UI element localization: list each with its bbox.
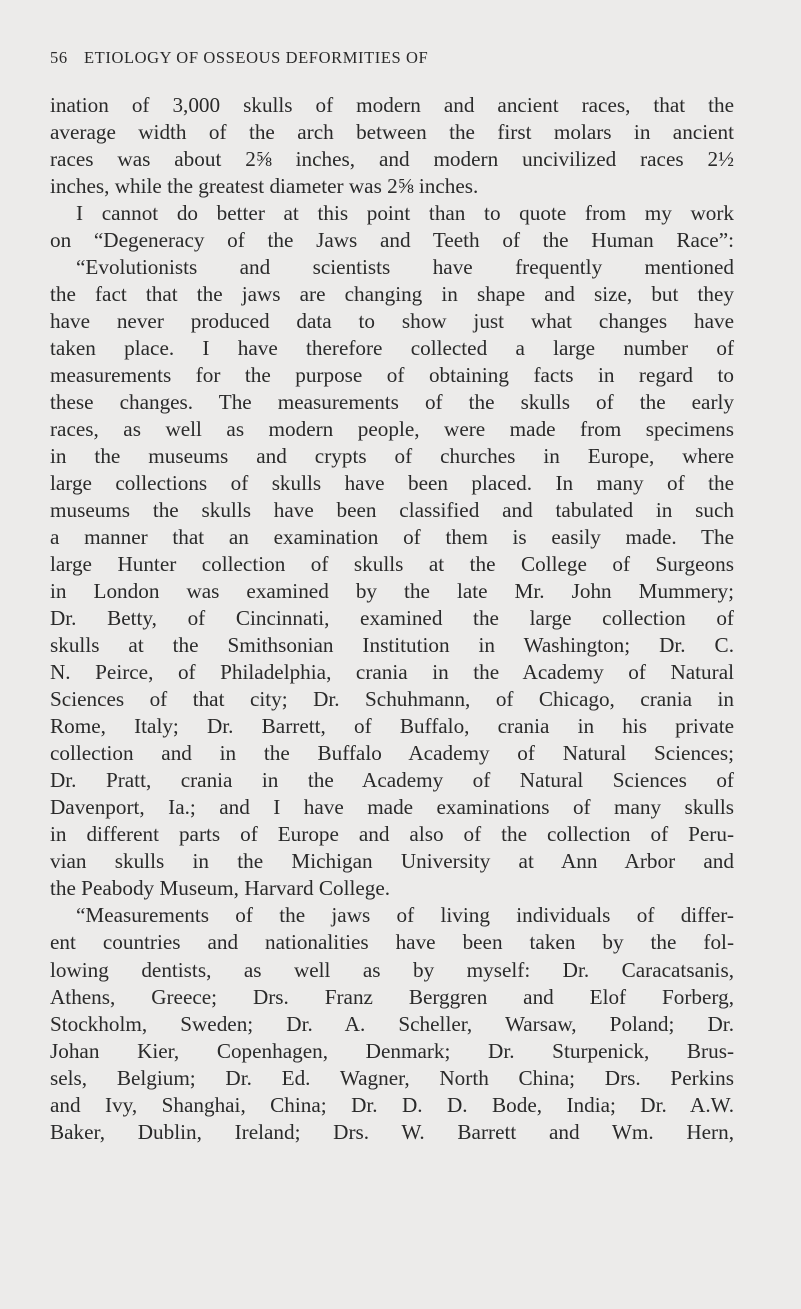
- text-line: vian skulls in the Michigan University at Ann Arbor and: [50, 849, 734, 874]
- text-line: these changes. The measurements of the skulls of the early: [50, 390, 734, 415]
- text-line: Davenport, Ia.; and I have made examinations of many skulls: [50, 795, 734, 820]
- text-line: ination of 3,000 skulls of modern and ancient races, that the: [50, 93, 734, 117]
- body-text: [50, 92, 734, 1146]
- text-line: average width of the arch between the first molars in ancient: [50, 120, 734, 145]
- text-line: races, as well as modern people, were made from specimens: [50, 417, 734, 442]
- text-line: large collections of skulls have been placed. In many of the: [50, 471, 734, 496]
- text-line: N. Peirce, of Philadelphia, crania in the Academy of Natural: [50, 660, 734, 685]
- text-line: Dr. Betty, of Cincinnati, examined the large collection of: [50, 606, 734, 631]
- text-line: Baker, Dublin, Ireland; Drs. W. Barrett and Wm. Hern,: [50, 1119, 734, 1144]
- text-line: measurements for the purpose of obtaining facts in regard to: [50, 363, 734, 388]
- text-line: sels, Belgium; Dr. Ed. Wagner, North China; Drs. Perkins: [50, 1065, 734, 1090]
- text-line: on “Degeneracy of the Jaws and Teeth of the Human Race”:: [50, 228, 734, 253]
- text-line: in the museums and crypts of churches in Europe, where: [50, 444, 734, 469]
- text-line: museums the skulls have been classified and tabulated in such: [50, 498, 734, 523]
- text-line: Sciences of that city; Dr. Schuhmann, of Chicago, crania in: [50, 687, 734, 712]
- text-line: skulls at the Smithsonian Institution in Washington; Dr. C.: [50, 633, 734, 658]
- text-line: “Evolutionists and scientists have frequently mentioned: [76, 255, 734, 280]
- text-line: Rome, Italy; Dr. Barrett, of Buffalo, crania in his private: [50, 714, 734, 739]
- text-line: ent countries and nationalities have been taken by the fol-: [50, 930, 734, 955]
- text-line: Stockholm, Sweden; Dr. A. Scheller, Warsaw, Poland; Dr.: [50, 1011, 734, 1036]
- text-line: in London was examined by the late Mr. John Mummery;: [50, 579, 734, 604]
- running-head: ETIOLOGY OF OSSEOUS DEFORMITIES OF: [84, 48, 429, 67]
- page-number: 56: [50, 48, 68, 67]
- text-line: Johan Kier, Copenhagen, Denmark; Dr. Sturpenick, Brus-: [50, 1038, 734, 1063]
- text-line: a manner that an examination of them is easily made. The: [50, 525, 734, 550]
- text-line: taken place. I have therefore collected a large number of: [50, 336, 734, 361]
- text-line: inches, while the greatest diameter was 2⅝ inches.: [50, 174, 479, 199]
- page-header: [50, 48, 690, 78]
- text-line: and Ivy, Shanghai, China; Dr. D. D. Bode, India; Dr. A.W.: [50, 1092, 734, 1117]
- text-line: lowing dentists, as well as by myself: Dr. Caracatsanis,: [50, 957, 734, 982]
- text-line: have never produced data to show just what changes have: [50, 309, 734, 334]
- text-line: the Peabody Museum, Harvard College.: [50, 876, 391, 901]
- text-line: Athens, Greece; Drs. Franz Berggren and Elof Forberg,: [50, 984, 734, 1009]
- text-line: the fact that the jaws are changing in shape and size, but they: [50, 282, 734, 307]
- text-line: large Hunter collection of skulls at the College of Surgeons: [50, 552, 734, 577]
- text-line: collection and in the Buffalo Academy of Natural Sciences;: [50, 741, 734, 766]
- text-line: in different parts of Europe and also of the collection of Peru-: [50, 822, 734, 847]
- text-line: I cannot do better at this point than to quote from my work: [76, 201, 734, 226]
- text-line: Dr. Pratt, crania in the Academy of Natural Sciences of: [50, 768, 734, 793]
- text-line: races was about 2⅝ inches, and modern uncivilized races 2½: [50, 147, 734, 172]
- text-line: “Measurements of the jaws of living individuals of differ-: [76, 903, 734, 928]
